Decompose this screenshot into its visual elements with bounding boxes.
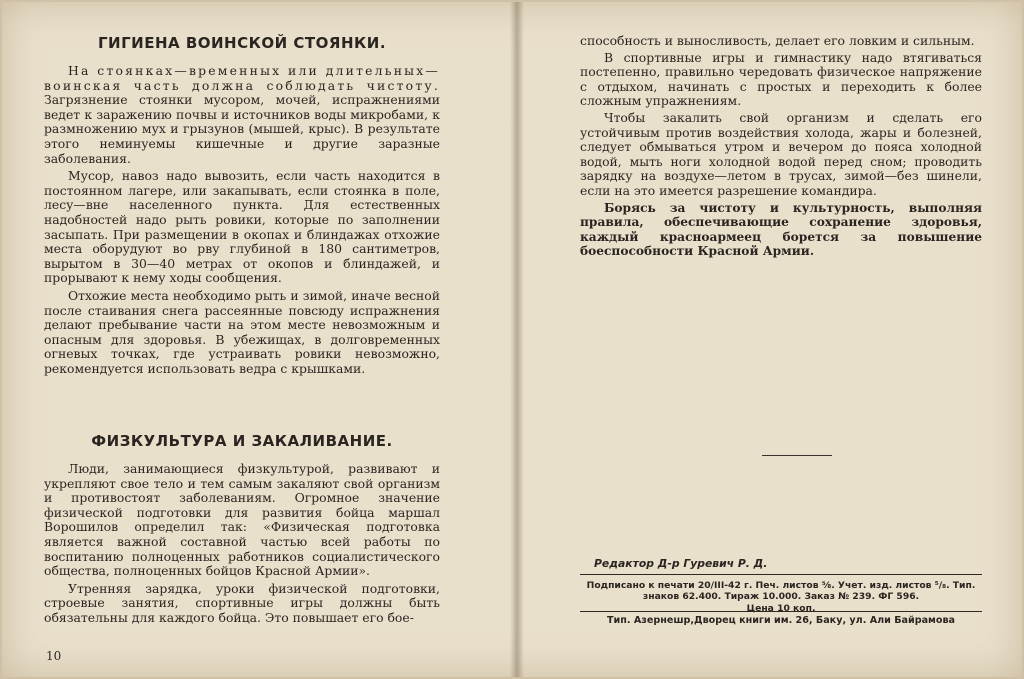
spaced-lead: На стоянках—временных или длительных—воинская часть должна соблюдать чистоту. <box>44 63 440 93</box>
right-page <box>518 2 1022 677</box>
physical-section <box>44 462 440 626</box>
paragraph: Отхожие места необходимо рыть и зимой, иначе весной после стаивания снега рассеянные повсюду испражнения делают пребывание части на этом месте невозможным и опасным для здоровья. В убежищах, в долговременных огневых точках, где устраивать ровики невозможно, рекомендуется использовать ведра с крышками. <box>44 287 440 376</box>
page-number: 10 <box>46 649 62 663</box>
divider <box>580 574 982 575</box>
paragraph: способность и выносливость, делает его ловким и сильным. <box>580 33 975 48</box>
paragraph <box>44 64 440 166</box>
right-text <box>580 34 982 259</box>
imprint-line: знаков 62.400. Тираж 10.000. Заказ № 239. ФГ 596. <box>642 591 920 603</box>
printer-line: Тип. Азернешр,Дворец книги им. 26, Баку, ул. Али Байрамова <box>606 615 956 626</box>
paragraph: Мусор, навоз надо вывозить, если часть находится в постоянном лагере, или закапывать, если стоянка в поле, лесу—вне населенного пункта. Для естественных надобностей надо рыть ровики, которые по заполнении засыпать. При размещении в окопах и блиндажах отхожие места оборудуют во рву глубиной в 180 сантиметров, вырытом в 30—40 метрах от окопов и блиндажей, и прорывают к нему ходы сообщения. <box>44 168 440 286</box>
imprint-line: Подписано к печати 20/III-42 г. Печ. листов ⅝. Учет. изд. листов ⁵/₈. Тип. <box>586 580 976 591</box>
heading-hygiene: ГИГИЕНА ВОИНСКОЙ СТОЯНКИ. <box>97 34 387 52</box>
closing-paragraph: Борясь за чистоту и культурность, выполняя правила, обеспечивающие сохранение здоровья, каждый красноармеец борется за повышение боеспособности Красной Армии. <box>580 200 982 259</box>
heading-physical: ФИЗКУЛЬТУРА И ЗАКАЛИВАНИЕ. <box>91 432 393 450</box>
price-line: Цена 10 коп. <box>746 602 816 614</box>
paragraph: Чтобы закалить свой организм и сделать его устойчивым против воздействия холода, жары и болезней, следует обмываться утром и вечером до пояса холодной водой, мыть ноги холодной водой перед сном; проводить зарядку на воздухе—летом в трусах, зимой—без шинели, если на это имеется разрешение командира. <box>580 109 982 198</box>
divider <box>580 611 982 612</box>
paragraph: Утренняя зарядка, уроки физической подготовки, строевые занятия, спортивные игры должны быть обязательны для каждого бойца. Это повышает его бое- <box>44 580 440 625</box>
book-spread <box>2 2 1022 677</box>
hygiene-section <box>44 64 440 376</box>
paragraph: Люди, занимающиеся физкультурой, развивают и укрепляют свое тело и тем самым закаляют свой организм и противостоят заболеваниям. Огромное значение физической подготовки для развития бойца маршал Ворошилов определил так: «Физическая подготовка является важной составной частью всей работы по воспитанию полноценных работников социалистического общества, полноценных бойцов Красной Армии». <box>44 461 440 579</box>
left-page <box>2 2 512 677</box>
imprint-block <box>580 580 982 614</box>
paragraph: В спортивные игры и гимнастику надо втягиваться постепенно, правильно чередовать физическое напряжение с отдыхом, начинать с простых и переходить к более сложным упражнениям. <box>580 49 982 109</box>
paragraph-rest: Загрязнение стоянки мусором, мочей, испражнениями ведет к заражению почвы и источников воды микробами, к размножению мух и грызунов (мышей, крыс). В результате этого неминуемы кишечные и другие заразные заболевания. <box>44 92 440 166</box>
divider <box>762 455 832 456</box>
editor-credit: Редактор Д-р Гуревич Р. Д. <box>594 557 768 570</box>
